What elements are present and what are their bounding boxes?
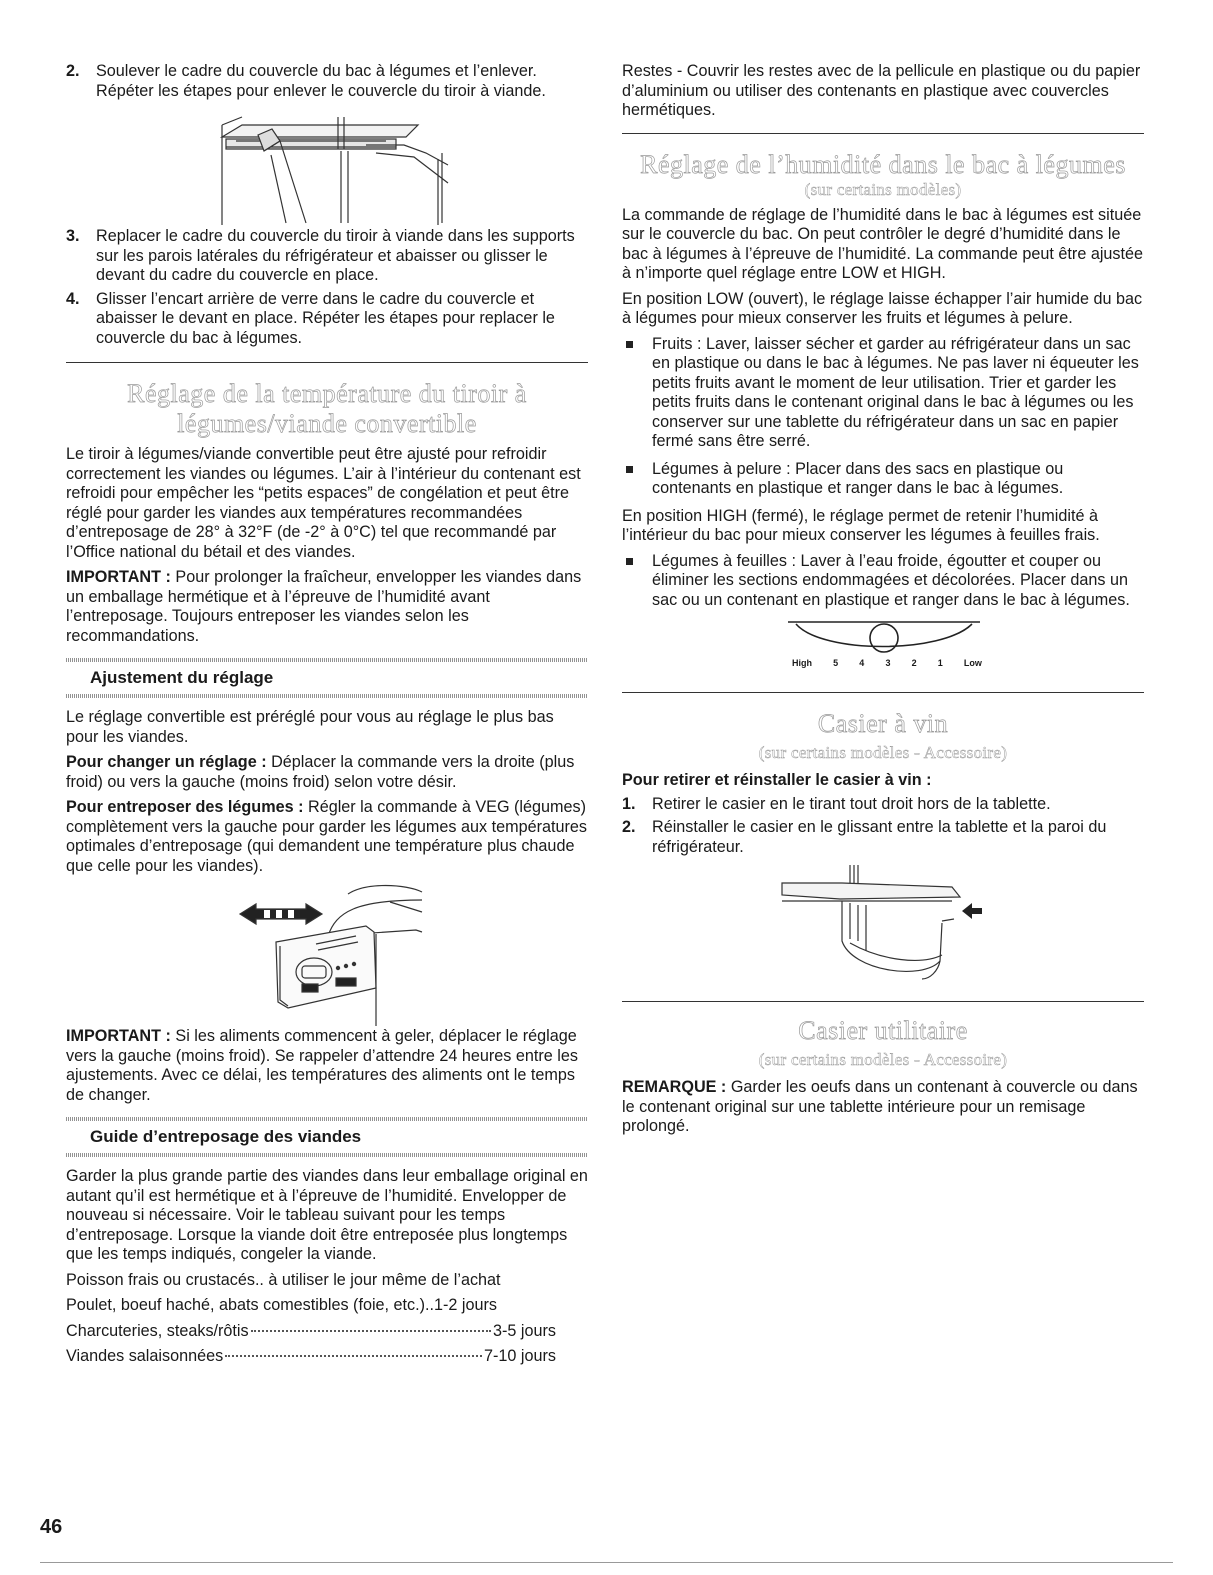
storage-row: Poisson frais ou crustacés.. à utiliser le jour même de l’achat (66, 1270, 501, 1289)
section-divider (622, 692, 1144, 693)
section-divider (622, 1001, 1144, 1002)
humidity-dial-figure (622, 618, 1144, 674)
wine-rack-illustration (622, 861, 1144, 987)
footer-rule (40, 1562, 1173, 1563)
humidity-dial-illustration (622, 618, 1144, 658)
step-number: 4. (66, 289, 80, 308)
step-3 (66, 227, 588, 286)
bullet-feuilles: Légumes à feuilles : Laver à l’eau froide, égoutter et couper ou éliminer les sections endommagées et décolorées. Placer dans un sac ou un contenant en plastique et ranger dans le bac à légumes. (622, 552, 1144, 611)
adjust-p1: Le réglage convertible est préréglé pour vous au réglage le plus bas pour les viandes. (66, 708, 554, 746)
dotted-divider (66, 1153, 588, 1157)
section-heading-temperature (66, 379, 588, 439)
section-heading-humidity (622, 150, 1144, 200)
dotted-divider (66, 694, 588, 698)
section-heading-utility (622, 1016, 1144, 1070)
bullet-pelure: Légumes à pelure : Placer dans des sacs en plastique ou contenants en plastique et ranger dans le bac à légumes. (622, 460, 1144, 499)
dial-scale: High 5 4 3 2 1 Low (792, 658, 982, 668)
humidity-title: Réglage de l’humidité dans le bac à légumes (640, 149, 1126, 179)
subheading-guide: Guide d’entreposage des viandes (90, 1127, 362, 1146)
convertible-control-figure (66, 882, 588, 1027)
utility-title: Casier utilitaire (798, 1016, 968, 1045)
adjust-p2: Pour changer un réglage : Déplacer la commande vers la droite (plus froid) ou vers la gauche (moins froid) selon votre désir. (66, 753, 575, 791)
adjust-important: IMPORTANT : Si les aliments commencent à geler, déplacer le réglage vers la gauche (moins froid). Se rappeler d’attendre 24 heures entre les ajustements. Avec ce délai, les températures des aliments ont le temps de changer. (66, 1027, 578, 1104)
step-number: 3. (66, 227, 80, 245)
page-number: 46 (40, 1516, 63, 1538)
humidity-p1: La commande de réglage de l’humidité dans le bac à légumes est située sur le couvercle du bac. On peut contrôler le degré d’humidité dans le bac à légumes à l’épreuve de l’humidité. La commande peut être ajustée à n’importe quel réglage entre LOW et HIGH. (622, 205, 1144, 282)
step-4 (66, 290, 588, 349)
wine-title: Casier à vin (817, 709, 949, 738)
important-label: IMPORTANT : (66, 568, 171, 586)
bullet-square-icon (626, 558, 633, 565)
section-divider (622, 133, 1144, 134)
step-number: 2. (66, 62, 80, 80)
left-column (66, 62, 588, 1373)
convertible-control-illustration (66, 882, 588, 1027)
step-text: Soulever le cadre du couvercle du bac à légumes et l’enlever. Répéter les étapes pour enlever le couvercle du tiroir à viande. (96, 62, 546, 100)
utility-remark: REMARQUE : Garder les oeufs dans un contenant à couvercle ou dans le contenant original sur une tablette intérieure pour un remisage prolongé. (622, 1078, 1138, 1135)
step-text: Glisser l’encart arrière de verre dans le cadre du couvercle et abaisser le devant en place. Répéter les étapes pour replacer le couvercle du bac à légumes. (96, 289, 555, 347)
guide-p1: Garder la plus grande partie des viandes dans leur emballage original en autant qu’il est hermétique et à l’épreuve de l’humidité. Envelopper de nouveau si nécessaire. Voir le tableau suivant pour les temps d’entreposage. Lorsque la viande doit être entreposée plus longtemps que les temps indiqués, congeler la viande. (66, 1167, 588, 1263)
storage-row: Charcuteries, steaks/rôtis 3-5 jours (66, 1321, 556, 1340)
step-text: Replacer le cadre du couvercle du tiroir à viande dans les supports sur les parois latérales du réfrigérateur et abaisser ou glisser le devant du cadre du couvercle en place. (96, 227, 575, 284)
bullet-square-icon (626, 466, 633, 473)
dotted-divider (66, 658, 588, 662)
wine-heading: Pour retirer et réinstaller le casier à vin : (622, 771, 932, 789)
storage-row: Viandes salaisonnées 7-10 jours (66, 1347, 556, 1365)
leftovers-text: Restes - Couvrir les restes avec de la pellicule en plastique ou du papier d’aluminium ou utiliser des contenants en plastique avec couvercles hermétiques. (622, 62, 1141, 119)
temperature-important: IMPORTANT : Pour prolonger la fraîcheur, envelopper les viandes dans un emballage hermétique et à l’épreuve de l’humidité avant l’entreposage. Toujours entreposer les viandes selon les recommandations. (66, 568, 582, 645)
section-divider (66, 362, 588, 363)
wine-subtitle: (sur certains modèles - Accessoire) (758, 743, 1008, 762)
right-column (622, 62, 1144, 1143)
wine-rack-figure (622, 861, 1144, 987)
wine-step-1: 1. Retirer le casier en le tirant tout droit hors de la tablette. (622, 794, 1051, 813)
storage-row: Poulet, boeuf haché, abats comestibles (foie, etc.).. 1-2 jours (66, 1296, 498, 1314)
temperature-intro: Le tiroir à légumes/viande convertible peut être ajusté pour refroidir correctement les viandes ou légumes. L’air à l’intérieur du contenant est refroidi pour empêcher les “petits espaces” de congélation et peut être réglé pour garder les viandes aux températures recommandées d’entreposage de 28° à 32°F (de -2° à 0°C) tel que recommandé par l’Office national du bétail et des viandes. (66, 445, 581, 561)
section-title-line1: Réglage de la température du tiroir à (127, 379, 527, 408)
crisper-cover-figure (66, 105, 588, 227)
dial-high-label: High (792, 658, 812, 668)
crisper-cover-illustration (66, 105, 588, 227)
humidity-subtitle: (sur certains modèles) (804, 179, 962, 199)
section-heading-wine (622, 709, 1144, 763)
utility-subtitle: (sur certains modèles - Accessoire) (758, 1050, 1008, 1069)
dotted-divider (66, 1117, 588, 1121)
step-2 (66, 62, 588, 101)
dial-low-label: Low (963, 658, 982, 668)
subheading-adjust: Ajustement du réglage (90, 668, 274, 687)
humidity-p3: En position HIGH (fermé), le réglage permet de retenir l’humidité à l’intérieur du bac pour mieux conserver les légumes à feuilles frais. (622, 506, 1100, 544)
bullet-fruits: Fruits : Laver, laisser sécher et garder au réfrigérateur dans un sac en plastique ou dans le bac à légumes. Ne pas laver ni équeuter les petits fruits avant le moment de leur utilisation. Trier et garder les petits fruits dans le contenant original dans le bac à légumes ou les conserver sur une tablette du réfrigérateur dans un sac en papier fermé sans être serré. (622, 335, 1144, 452)
wine-step-2: 2. Réinstaller le casier en le glissant entre la tablette et la paroi du réfrigérateur. (622, 818, 1107, 856)
humidity-p2: En position LOW (ouvert), le réglage laisse échapper l’air humide du bac à légumes pour mieux conserver les fruits et légumes à pelure. (622, 289, 1143, 327)
adjust-p3: Pour entreposer des légumes : Régler la commande à VEG (légumes) complètement vers la gauche pour garder les légumes aux températures optimales d’entreposage (qui demandent une température plus chaude que celle pour les viandes). (66, 798, 587, 875)
section-title-line2: légumes/viande convertible (177, 409, 477, 438)
bullet-square-icon (626, 341, 633, 348)
